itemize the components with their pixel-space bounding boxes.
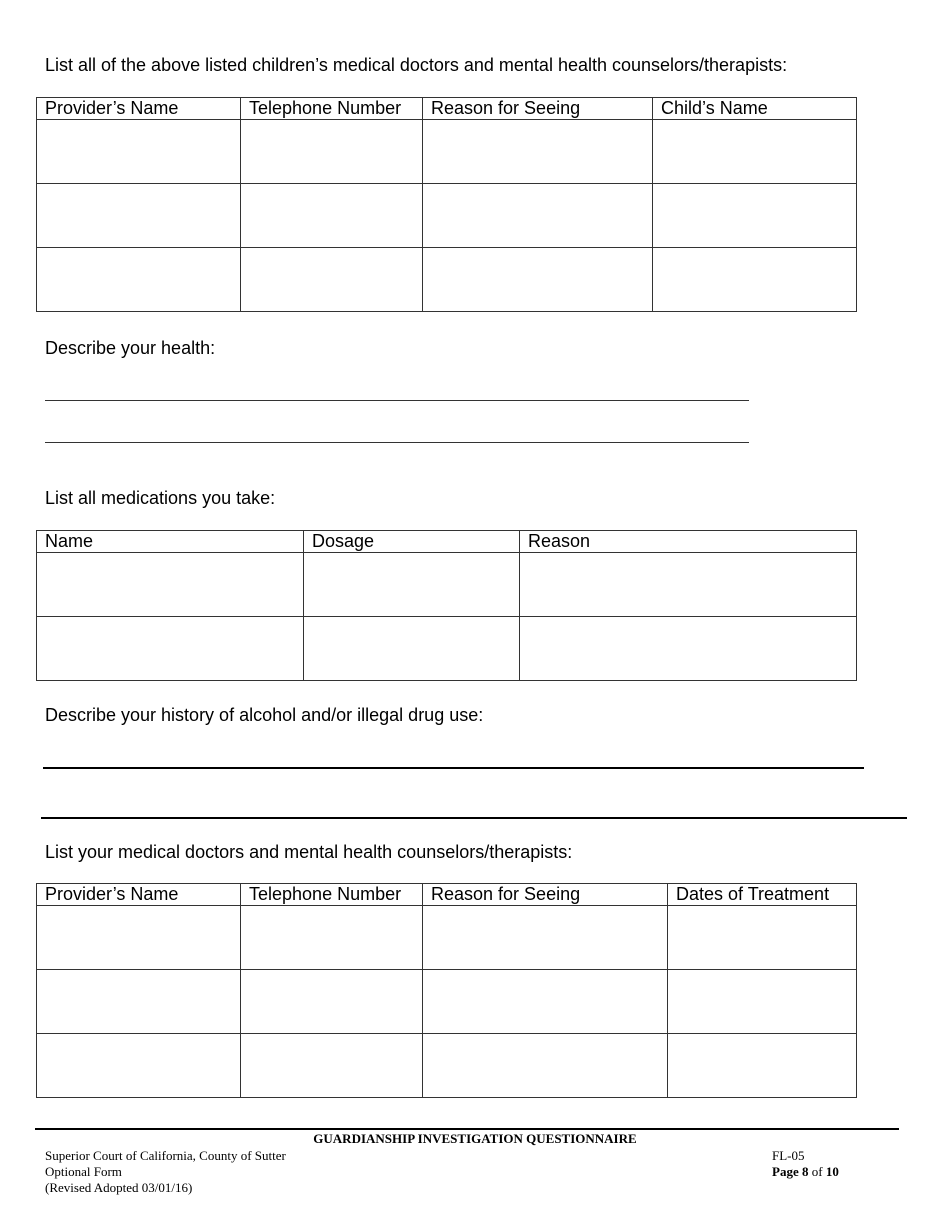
- table-row: [37, 553, 857, 617]
- your-providers-prompt: List your medical doctors and mental health counselors/therapists:: [45, 842, 573, 862]
- table-cell-input[interactable]: [37, 184, 241, 248]
- medications-table: [36, 530, 857, 681]
- table-cell-input[interactable]: [241, 1034, 423, 1098]
- medications-prompt: List all medications you take:: [45, 488, 276, 508]
- table-row: [37, 248, 857, 312]
- column-header-provider-name: Provider’s Name: [37, 884, 241, 906]
- column-header-child-name: Child’s Name: [653, 98, 857, 120]
- column-header-reason: Reason: [520, 531, 857, 553]
- table-cell-input[interactable]: [668, 906, 857, 970]
- table-cell-input[interactable]: [37, 617, 304, 681]
- page-word: Page: [772, 1164, 799, 1179]
- table-cell-input[interactable]: [37, 553, 304, 617]
- table-cell-input[interactable]: [423, 248, 653, 312]
- revision-date: (Revised Adopted 03/01/16): [45, 1180, 193, 1195]
- table-cell-input[interactable]: [668, 1034, 857, 1098]
- table-cell-input[interactable]: [423, 906, 668, 970]
- table-cell-input[interactable]: [653, 248, 857, 312]
- table-cell-input[interactable]: [423, 970, 668, 1034]
- table-row: [37, 617, 857, 681]
- form-type: Optional Form: [45, 1164, 122, 1179]
- form-number: FL-05: [772, 1148, 805, 1163]
- your-providers-table: [36, 883, 857, 1098]
- table-row: [37, 184, 857, 248]
- substance-answer-line-1[interactable]: [43, 767, 864, 769]
- table-cell-input[interactable]: [423, 1034, 668, 1098]
- court-name: Superior Court of California, County of Sutter: [45, 1148, 286, 1163]
- column-header-telephone: Telephone Number: [241, 884, 423, 906]
- column-header-telephone: Telephone Number: [241, 98, 423, 120]
- health-answer-line-2[interactable]: [45, 442, 749, 443]
- table-header-row: [37, 98, 857, 120]
- table-cell-input[interactable]: [653, 184, 857, 248]
- page-total: 10: [825, 1164, 839, 1179]
- column-header-dosage: Dosage: [304, 531, 520, 553]
- table-cell-input[interactable]: [423, 184, 653, 248]
- column-header-name: Name: [37, 531, 304, 553]
- column-header-provider-name: Provider’s Name: [37, 98, 241, 120]
- table-cell-input[interactable]: [668, 970, 857, 1034]
- substance-answer-line-2[interactable]: [41, 817, 907, 819]
- table-cell-input[interactable]: [423, 120, 653, 184]
- children-providers-prompt: List all of the above listed children’s medical doctors and mental health counselors/therapists:: [45, 55, 788, 75]
- table-cell-input[interactable]: [241, 184, 423, 248]
- table-cell-input[interactable]: [37, 1034, 241, 1098]
- page-of: of: [811, 1164, 823, 1179]
- page-indicator: [772, 1164, 839, 1180]
- children-providers-table: [36, 97, 857, 312]
- column-header-reason: Reason for Seeing: [423, 884, 668, 906]
- column-header-reason: Reason for Seeing: [423, 98, 653, 120]
- table-cell-input[interactable]: [37, 906, 241, 970]
- health-prompt: Describe your health:: [45, 338, 216, 358]
- table-cell-input[interactable]: [241, 906, 423, 970]
- table-cell-input[interactable]: [304, 617, 520, 681]
- table-row: [37, 1034, 857, 1098]
- table-row: [37, 906, 857, 970]
- table-row: [37, 970, 857, 1034]
- table-cell-input[interactable]: [304, 553, 520, 617]
- table-cell-input[interactable]: [241, 248, 423, 312]
- table-header-row: [37, 531, 857, 553]
- table-cell-input[interactable]: [241, 970, 423, 1034]
- substance-use-prompt: Describe your history of alcohol and/or illegal drug use:: [45, 705, 484, 725]
- form-title: GUARDIANSHIP INVESTIGATION QUESTIONNAIRE: [313, 1131, 637, 1146]
- table-cell-input[interactable]: [520, 553, 857, 617]
- table-row: [37, 120, 857, 184]
- table-cell-input[interactable]: [520, 617, 857, 681]
- table-cell-input[interactable]: [37, 248, 241, 312]
- table-cell-input[interactable]: [241, 120, 423, 184]
- table-cell-input[interactable]: [37, 970, 241, 1034]
- health-answer-line-1[interactable]: [45, 400, 749, 401]
- page-current: 8: [801, 1164, 809, 1179]
- footer-divider: [35, 1128, 899, 1130]
- table-cell-input[interactable]: [653, 120, 857, 184]
- table-header-row: [37, 884, 857, 906]
- column-header-dates: Dates of Treatment: [668, 884, 857, 906]
- table-cell-input[interactable]: [37, 120, 241, 184]
